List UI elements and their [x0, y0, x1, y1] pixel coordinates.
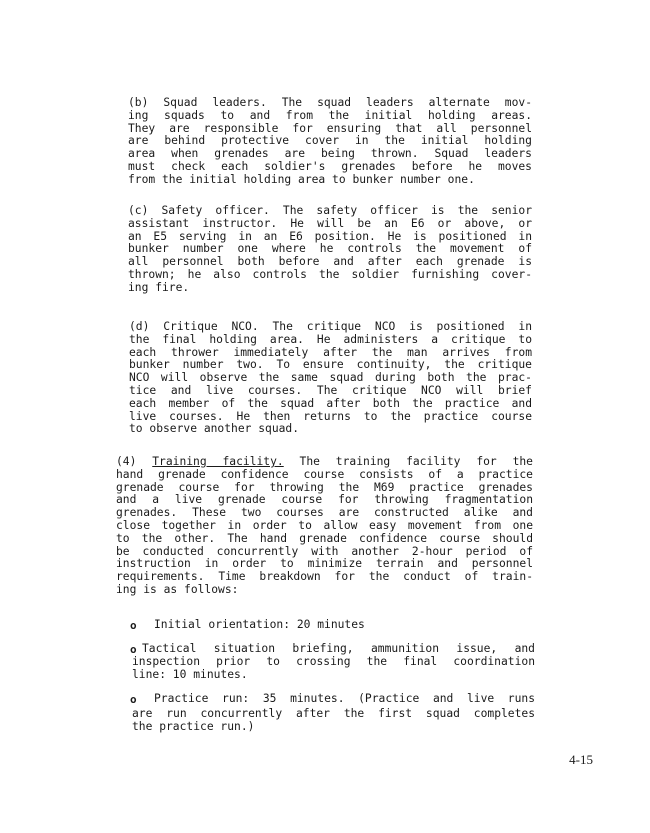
bullet-text-continuation — [132, 708, 535, 734]
text-line: from the initial holding area to bunker number one. — [128, 172, 475, 186]
paragraph-squad-leaders — [128, 97, 532, 187]
text-line: each thrower immediately after the man arrives from — [129, 345, 532, 359]
text-line: the practice run.) — [132, 719, 255, 733]
paragraph-safety-officer — [128, 205, 532, 295]
text-line: bunker number one where he controls the movement of — [128, 242, 532, 256]
text-line: Tactical situation briefing, ammunition issue, and — [142, 642, 535, 655]
text-line: tice and live courses. The critique NCO will brief — [129, 383, 532, 397]
text-line: area when grenades are being thrown. Squad leaders — [128, 147, 532, 161]
list-item — [130, 643, 535, 683]
text-line: each member of the squad after both the practice and — [129, 396, 532, 410]
paragraph-number: (4) — [116, 455, 153, 468]
text-line: and a live grenade course for throwing fragmentation — [116, 493, 533, 507]
text-line: close together in order to allow easy movement from one — [116, 518, 533, 532]
text-line: line: 10 minutes. — [132, 667, 248, 681]
text-line: assistant instructor. He will be an E6 or above, or — [128, 216, 532, 230]
bullet-text — [154, 619, 535, 632]
text-line: to observe another squad. — [129, 422, 300, 436]
text-line: ing is as follows: — [116, 582, 239, 596]
text-line: bunker number two. To ensure continuity, the critique — [129, 358, 532, 372]
bullet-text — [154, 693, 535, 706]
text-line: live courses. He then returns to the practice course — [129, 409, 532, 423]
paragraph-heading: Training facility. — [152, 455, 284, 468]
page-number: 4-15 — [569, 752, 593, 767]
text-line: requirements. Time breakdown for the conduct of train- — [116, 570, 533, 584]
text-line: are behind protective cover in the initial holding — [128, 134, 532, 148]
list-item — [130, 693, 535, 733]
text-line: grenade course for throwing the M69 practice grenades — [116, 480, 533, 494]
text-line: hand grenade confidence course consists of a practice — [116, 467, 533, 481]
text-line: grenades. These two courses are constructed alike and — [116, 506, 533, 520]
text-line: an E5 serving in an E6 position. He is positioned in — [128, 229, 532, 243]
text-line: inspection prior to crossing the final coordination — [132, 655, 535, 668]
text-line: all personnel both before and after each grenade is — [128, 255, 532, 269]
paragraph-training-facility — [116, 456, 533, 597]
text-line: be conducted concurrently with another 2-hour period of — [116, 544, 533, 558]
text-line: Initial orientation: 20 minutes — [154, 618, 365, 631]
paragraph-critique-nco — [129, 321, 532, 436]
text-line: They are responsible for ensuring that all personnel — [128, 121, 532, 135]
text-line: thrown; he also controls the soldier furnishing cover- — [128, 267, 532, 281]
text-line: (c) Safety officer. The safety officer is the senior — [128, 204, 532, 217]
text-line: instruction in order to minimize terrain and personnel — [116, 557, 533, 571]
bullet-text-continuation — [132, 656, 535, 682]
paragraph-heading-continuation: The training facility for the — [283, 455, 533, 468]
bullet-icon: o — [130, 693, 137, 706]
text-line: (d) Critique NCO. The critique NCO is positioned in — [129, 320, 532, 333]
text-line — [116, 456, 533, 469]
text-line: Practice run: 35 minutes. (Practice and live runs — [154, 692, 535, 705]
text-line: must check each soldier's grenades before he moves — [128, 159, 532, 173]
text-line: (b) Squad leaders. The squad leaders alternate mov- — [128, 96, 532, 109]
text-line: are run concurrently after the first squad completes — [132, 707, 535, 720]
text-line: ing squads to and from the initial holding areas. — [128, 108, 532, 122]
list-item — [130, 619, 535, 633]
text-line: ing fire. — [128, 280, 190, 294]
text-line: to the other. The hand grenade confidence course should — [116, 531, 533, 545]
text-line: NCO will observe the same squad during both the prac- — [129, 371, 532, 385]
text-line: the final holding area. He administers a critique to — [129, 332, 532, 346]
bullet-text — [142, 643, 535, 656]
bullet-icon: o — [130, 619, 137, 632]
bullet-icon: o — [130, 643, 137, 656]
